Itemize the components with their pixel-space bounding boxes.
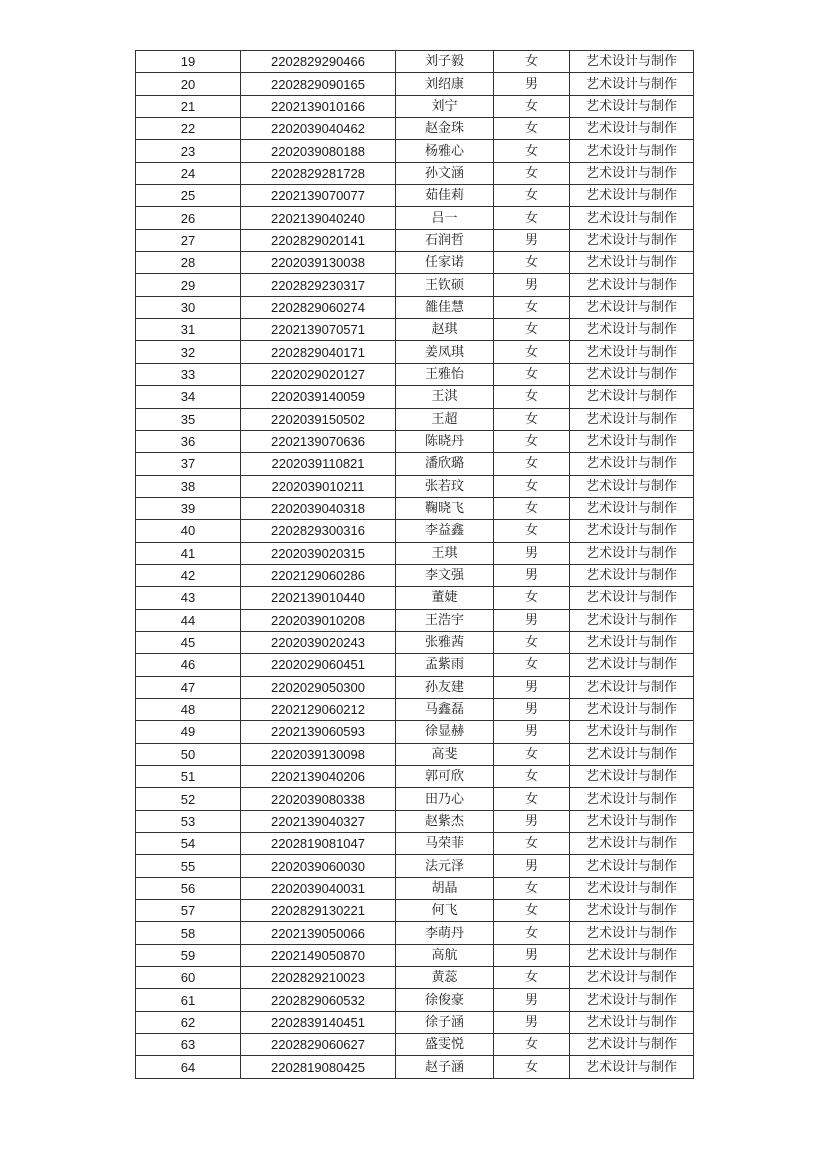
row-number-cell: 45	[136, 631, 241, 653]
table-row	[136, 1011, 694, 1033]
student-gender-cell: 男	[494, 989, 570, 1011]
student-id-cell: 2202829060532	[241, 989, 396, 1011]
student-id-cell: 2202039020315	[241, 542, 396, 564]
row-number-cell: 41	[136, 542, 241, 564]
table-row	[136, 430, 694, 452]
student-major-cell: 艺术设计与制作	[570, 922, 694, 944]
student-name-cell: 王雅怡	[396, 363, 494, 385]
student-id-cell: 2202039080188	[241, 140, 396, 162]
table-row	[136, 766, 694, 788]
student-name-cell: 李萌丹	[396, 922, 494, 944]
student-gender-cell: 女	[494, 408, 570, 430]
table-row	[136, 453, 694, 475]
table-row	[136, 810, 694, 832]
student-gender-cell: 男	[494, 810, 570, 832]
student-major-cell: 艺术设计与制作	[570, 296, 694, 318]
student-major-cell: 艺术设计与制作	[570, 252, 694, 274]
student-major-cell: 艺术设计与制作	[570, 877, 694, 899]
student-name-cell: 赵琪	[396, 319, 494, 341]
student-major-cell: 艺术设计与制作	[570, 1034, 694, 1056]
student-major-cell: 艺术设计与制作	[570, 587, 694, 609]
table-row	[136, 73, 694, 95]
table-row	[136, 475, 694, 497]
student-name-cell: 孙友建	[396, 676, 494, 698]
row-number-cell: 35	[136, 408, 241, 430]
student-gender-cell: 女	[494, 631, 570, 653]
student-id-cell: 2202139040240	[241, 207, 396, 229]
student-gender-cell: 男	[494, 855, 570, 877]
row-number-cell: 60	[136, 967, 241, 989]
student-id-cell: 2202139040327	[241, 810, 396, 832]
row-number-cell: 50	[136, 743, 241, 765]
student-name-cell: 李益鑫	[396, 520, 494, 542]
student-major-cell: 艺术设计与制作	[570, 274, 694, 296]
student-gender-cell: 女	[494, 922, 570, 944]
student-name-cell: 马荣菲	[396, 833, 494, 855]
table-row	[136, 363, 694, 385]
student-name-cell: 鞠晓飞	[396, 497, 494, 519]
table-row	[136, 95, 694, 117]
student-gender-cell: 女	[494, 296, 570, 318]
student-major-cell: 艺术设计与制作	[570, 162, 694, 184]
row-number-cell: 29	[136, 274, 241, 296]
table-row	[136, 140, 694, 162]
row-number-cell: 19	[136, 51, 241, 73]
table-row	[136, 296, 694, 318]
row-number-cell: 49	[136, 721, 241, 743]
table-row	[136, 207, 694, 229]
student-major-cell: 艺术设计与制作	[570, 319, 694, 341]
student-gender-cell: 男	[494, 73, 570, 95]
student-id-cell: 2202829060627	[241, 1034, 396, 1056]
student-gender-cell: 男	[494, 229, 570, 251]
student-major-cell: 艺术设计与制作	[570, 475, 694, 497]
student-id-cell: 2202139040206	[241, 766, 396, 788]
row-number-cell: 33	[136, 363, 241, 385]
student-major-cell: 艺术设计与制作	[570, 1011, 694, 1033]
student-name-cell: 法元泽	[396, 855, 494, 877]
student-gender-cell: 女	[494, 162, 570, 184]
student-id-cell: 2202829300316	[241, 520, 396, 542]
student-major-cell: 艺术设计与制作	[570, 676, 694, 698]
student-gender-cell: 女	[494, 386, 570, 408]
table-row	[136, 788, 694, 810]
student-name-cell: 盛雯悦	[396, 1034, 494, 1056]
student-gender-cell: 女	[494, 363, 570, 385]
student-gender-cell: 女	[494, 95, 570, 117]
table-row	[136, 1056, 694, 1078]
student-major-cell: 艺术设计与制作	[570, 721, 694, 743]
row-number-cell: 58	[136, 922, 241, 944]
row-number-cell: 52	[136, 788, 241, 810]
student-id-cell: 2202039010211	[241, 475, 396, 497]
student-major-cell: 艺术设计与制作	[570, 408, 694, 430]
student-id-cell: 2202819081047	[241, 833, 396, 855]
student-name-cell: 赵子涵	[396, 1056, 494, 1078]
row-number-cell: 26	[136, 207, 241, 229]
student-id-cell: 2202039150502	[241, 408, 396, 430]
student-gender-cell: 男	[494, 944, 570, 966]
student-name-cell: 杨雅心	[396, 140, 494, 162]
row-number-cell: 39	[136, 497, 241, 519]
table-row	[136, 676, 694, 698]
student-major-cell: 艺术设计与制作	[570, 855, 694, 877]
table-row	[136, 319, 694, 341]
student-id-cell: 2202039040031	[241, 877, 396, 899]
student-id-cell: 2202039040318	[241, 497, 396, 519]
table-row	[136, 1034, 694, 1056]
row-number-cell: 22	[136, 118, 241, 140]
student-major-cell: 艺术设计与制作	[570, 564, 694, 586]
student-gender-cell: 男	[494, 1011, 570, 1033]
student-id-cell: 2202829281728	[241, 162, 396, 184]
student-gender-cell: 男	[494, 564, 570, 586]
row-number-cell: 28	[136, 252, 241, 274]
row-number-cell: 32	[136, 341, 241, 363]
student-gender-cell: 女	[494, 207, 570, 229]
student-roster-table	[135, 50, 694, 1079]
student-name-cell: 何飞	[396, 900, 494, 922]
student-id-cell: 2202039020243	[241, 631, 396, 653]
student-major-cell: 艺术设计与制作	[570, 497, 694, 519]
student-gender-cell: 女	[494, 833, 570, 855]
student-name-cell: 郭可欣	[396, 766, 494, 788]
table-row	[136, 855, 694, 877]
student-id-cell: 2202829090165	[241, 73, 396, 95]
row-number-cell: 23	[136, 140, 241, 162]
table-row	[136, 542, 694, 564]
student-id-cell: 2202829060274	[241, 296, 396, 318]
row-number-cell: 37	[136, 453, 241, 475]
student-name-cell: 赵金珠	[396, 118, 494, 140]
student-id-cell: 2202039130038	[241, 252, 396, 274]
student-major-cell: 艺术设计与制作	[570, 900, 694, 922]
row-number-cell: 46	[136, 654, 241, 676]
row-number-cell: 24	[136, 162, 241, 184]
student-name-cell: 王超	[396, 408, 494, 430]
student-major-cell: 艺术设计与制作	[570, 140, 694, 162]
row-number-cell: 51	[136, 766, 241, 788]
table-row	[136, 185, 694, 207]
table-row	[136, 520, 694, 542]
student-gender-cell: 男	[494, 698, 570, 720]
row-number-cell: 42	[136, 564, 241, 586]
table-row	[136, 51, 694, 73]
table-row	[136, 944, 694, 966]
student-gender-cell: 女	[494, 51, 570, 73]
student-id-cell: 2202839140451	[241, 1011, 396, 1033]
row-number-cell: 57	[136, 900, 241, 922]
row-number-cell: 55	[136, 855, 241, 877]
student-gender-cell: 女	[494, 743, 570, 765]
table-row	[136, 631, 694, 653]
row-number-cell: 48	[136, 698, 241, 720]
student-id-cell: 2202039040462	[241, 118, 396, 140]
student-gender-cell: 男	[494, 542, 570, 564]
student-id-cell: 2202829040171	[241, 341, 396, 363]
student-gender-cell: 女	[494, 1034, 570, 1056]
row-number-cell: 59	[136, 944, 241, 966]
student-name-cell: 张雅茜	[396, 631, 494, 653]
table-row	[136, 274, 694, 296]
table-row	[136, 497, 694, 519]
student-gender-cell: 女	[494, 118, 570, 140]
row-number-cell: 20	[136, 73, 241, 95]
student-gender-cell: 女	[494, 520, 570, 542]
student-major-cell: 艺术设计与制作	[570, 944, 694, 966]
student-id-cell: 2202039140059	[241, 386, 396, 408]
table-row	[136, 698, 694, 720]
student-id-cell: 2202829230317	[241, 274, 396, 296]
student-gender-cell: 女	[494, 252, 570, 274]
student-major-cell: 艺术设计与制作	[570, 386, 694, 408]
student-name-cell: 田乃心	[396, 788, 494, 810]
student-name-cell: 吕一	[396, 207, 494, 229]
table-row	[136, 967, 694, 989]
student-major-cell: 艺术设计与制作	[570, 654, 694, 676]
student-major-cell: 艺术设计与制作	[570, 542, 694, 564]
student-id-cell: 2202129060212	[241, 698, 396, 720]
student-gender-cell: 女	[494, 140, 570, 162]
row-number-cell: 30	[136, 296, 241, 318]
student-major-cell: 艺术设计与制作	[570, 698, 694, 720]
student-major-cell: 艺术设计与制作	[570, 609, 694, 631]
student-id-cell: 2202039130098	[241, 743, 396, 765]
table-row	[136, 118, 694, 140]
student-id-cell: 2202039080338	[241, 788, 396, 810]
student-id-cell: 2202139050066	[241, 922, 396, 944]
student-gender-cell: 男	[494, 721, 570, 743]
table-row	[136, 408, 694, 430]
student-major-cell: 艺术设计与制作	[570, 967, 694, 989]
student-major-cell: 艺术设计与制作	[570, 520, 694, 542]
student-id-cell: 2202139010166	[241, 95, 396, 117]
student-id-cell: 2202829210023	[241, 967, 396, 989]
student-id-cell: 2202819080425	[241, 1056, 396, 1078]
row-number-cell: 47	[136, 676, 241, 698]
table-row	[136, 833, 694, 855]
table-row	[136, 900, 694, 922]
student-id-cell: 2202039110821	[241, 453, 396, 475]
table-row	[136, 989, 694, 1011]
row-number-cell: 21	[136, 95, 241, 117]
student-name-cell: 刘绍康	[396, 73, 494, 95]
student-name-cell: 徐俊豪	[396, 989, 494, 1011]
student-major-cell: 艺术设计与制作	[570, 788, 694, 810]
student-name-cell: 雒佳慧	[396, 296, 494, 318]
student-gender-cell: 女	[494, 877, 570, 899]
row-number-cell: 36	[136, 430, 241, 452]
student-name-cell: 刘子毅	[396, 51, 494, 73]
student-name-cell: 马鑫磊	[396, 698, 494, 720]
student-name-cell: 李文强	[396, 564, 494, 586]
table-row	[136, 252, 694, 274]
student-name-cell: 姜凤琪	[396, 341, 494, 363]
student-name-cell: 胡晶	[396, 877, 494, 899]
student-name-cell: 张若玟	[396, 475, 494, 497]
row-number-cell: 44	[136, 609, 241, 631]
student-gender-cell: 女	[494, 341, 570, 363]
student-name-cell: 刘宁	[396, 95, 494, 117]
student-major-cell: 艺术设计与制作	[570, 363, 694, 385]
student-gender-cell: 女	[494, 900, 570, 922]
row-number-cell: 63	[136, 1034, 241, 1056]
student-id-cell: 2202039010208	[241, 609, 396, 631]
row-number-cell: 53	[136, 810, 241, 832]
student-major-cell: 艺术设计与制作	[570, 95, 694, 117]
table-row	[136, 587, 694, 609]
student-gender-cell: 男	[494, 274, 570, 296]
student-gender-cell: 女	[494, 319, 570, 341]
student-id-cell: 2202029020127	[241, 363, 396, 385]
table-row	[136, 162, 694, 184]
row-number-cell: 56	[136, 877, 241, 899]
student-name-cell: 黄蕊	[396, 967, 494, 989]
student-major-cell: 艺术设计与制作	[570, 207, 694, 229]
student-name-cell: 孟紫雨	[396, 654, 494, 676]
student-gender-cell: 女	[494, 788, 570, 810]
student-gender-cell: 女	[494, 430, 570, 452]
row-number-cell: 43	[136, 587, 241, 609]
student-name-cell: 高斐	[396, 743, 494, 765]
row-number-cell: 34	[136, 386, 241, 408]
student-major-cell: 艺术设计与制作	[570, 51, 694, 73]
row-number-cell: 61	[136, 989, 241, 1011]
student-gender-cell: 女	[494, 453, 570, 475]
table-row	[136, 721, 694, 743]
student-name-cell: 徐子涵	[396, 1011, 494, 1033]
student-id-cell: 2202139070636	[241, 430, 396, 452]
student-major-cell: 艺术设计与制作	[570, 631, 694, 653]
student-name-cell: 石润哲	[396, 229, 494, 251]
student-id-cell: 2202029050300	[241, 676, 396, 698]
row-number-cell: 31	[136, 319, 241, 341]
table-row	[136, 229, 694, 251]
student-major-cell: 艺术设计与制作	[570, 118, 694, 140]
student-major-cell: 艺术设计与制作	[570, 341, 694, 363]
roster-body	[136, 51, 694, 1079]
student-id-cell: 2202139070077	[241, 185, 396, 207]
table-row	[136, 654, 694, 676]
student-name-cell: 陈晓丹	[396, 430, 494, 452]
table-row	[136, 609, 694, 631]
student-major-cell: 艺术设计与制作	[570, 73, 694, 95]
student-major-cell: 艺术设计与制作	[570, 1056, 694, 1078]
student-id-cell: 2202139060593	[241, 721, 396, 743]
row-number-cell: 64	[136, 1056, 241, 1078]
row-number-cell: 40	[136, 520, 241, 542]
student-major-cell: 艺术设计与制作	[570, 229, 694, 251]
student-name-cell: 董婕	[396, 587, 494, 609]
student-major-cell: 艺术设计与制作	[570, 430, 694, 452]
student-gender-cell: 女	[494, 185, 570, 207]
student-gender-cell: 女	[494, 587, 570, 609]
table-row	[136, 743, 694, 765]
student-major-cell: 艺术设计与制作	[570, 833, 694, 855]
student-name-cell: 王钦硕	[396, 274, 494, 296]
student-gender-cell: 女	[494, 497, 570, 519]
table-row	[136, 564, 694, 586]
row-number-cell: 38	[136, 475, 241, 497]
student-gender-cell: 女	[494, 766, 570, 788]
student-gender-cell: 男	[494, 676, 570, 698]
student-gender-cell: 女	[494, 1056, 570, 1078]
student-id-cell: 2202149050870	[241, 944, 396, 966]
student-id-cell: 2202829290466	[241, 51, 396, 73]
student-id-cell: 2202139070571	[241, 319, 396, 341]
student-id-cell: 2202829020141	[241, 229, 396, 251]
student-name-cell: 徐显赫	[396, 721, 494, 743]
table-row	[136, 877, 694, 899]
row-number-cell: 62	[136, 1011, 241, 1033]
student-major-cell: 艺术设计与制作	[570, 766, 694, 788]
table-row	[136, 386, 694, 408]
student-major-cell: 艺术设计与制作	[570, 185, 694, 207]
student-id-cell: 2202139010440	[241, 587, 396, 609]
student-gender-cell: 女	[494, 654, 570, 676]
student-id-cell: 2202029060451	[241, 654, 396, 676]
student-gender-cell: 女	[494, 475, 570, 497]
student-name-cell: 赵紫杰	[396, 810, 494, 832]
student-name-cell: 王浩宇	[396, 609, 494, 631]
student-id-cell: 2202129060286	[241, 564, 396, 586]
student-major-cell: 艺术设计与制作	[570, 453, 694, 475]
student-major-cell: 艺术设计与制作	[570, 743, 694, 765]
student-name-cell: 王淇	[396, 386, 494, 408]
student-name-cell: 孙文涵	[396, 162, 494, 184]
student-name-cell: 王琪	[396, 542, 494, 564]
student-name-cell: 茹佳莉	[396, 185, 494, 207]
row-number-cell: 27	[136, 229, 241, 251]
student-id-cell: 2202829130221	[241, 900, 396, 922]
student-major-cell: 艺术设计与制作	[570, 810, 694, 832]
student-id-cell: 2202039060030	[241, 855, 396, 877]
table-row	[136, 922, 694, 944]
student-name-cell: 潘欣璐	[396, 453, 494, 475]
row-number-cell: 54	[136, 833, 241, 855]
student-gender-cell: 男	[494, 609, 570, 631]
student-name-cell: 任家诺	[396, 252, 494, 274]
student-major-cell: 艺术设计与制作	[570, 989, 694, 1011]
row-number-cell: 25	[136, 185, 241, 207]
student-name-cell: 高航	[396, 944, 494, 966]
student-gender-cell: 女	[494, 967, 570, 989]
table-row	[136, 341, 694, 363]
